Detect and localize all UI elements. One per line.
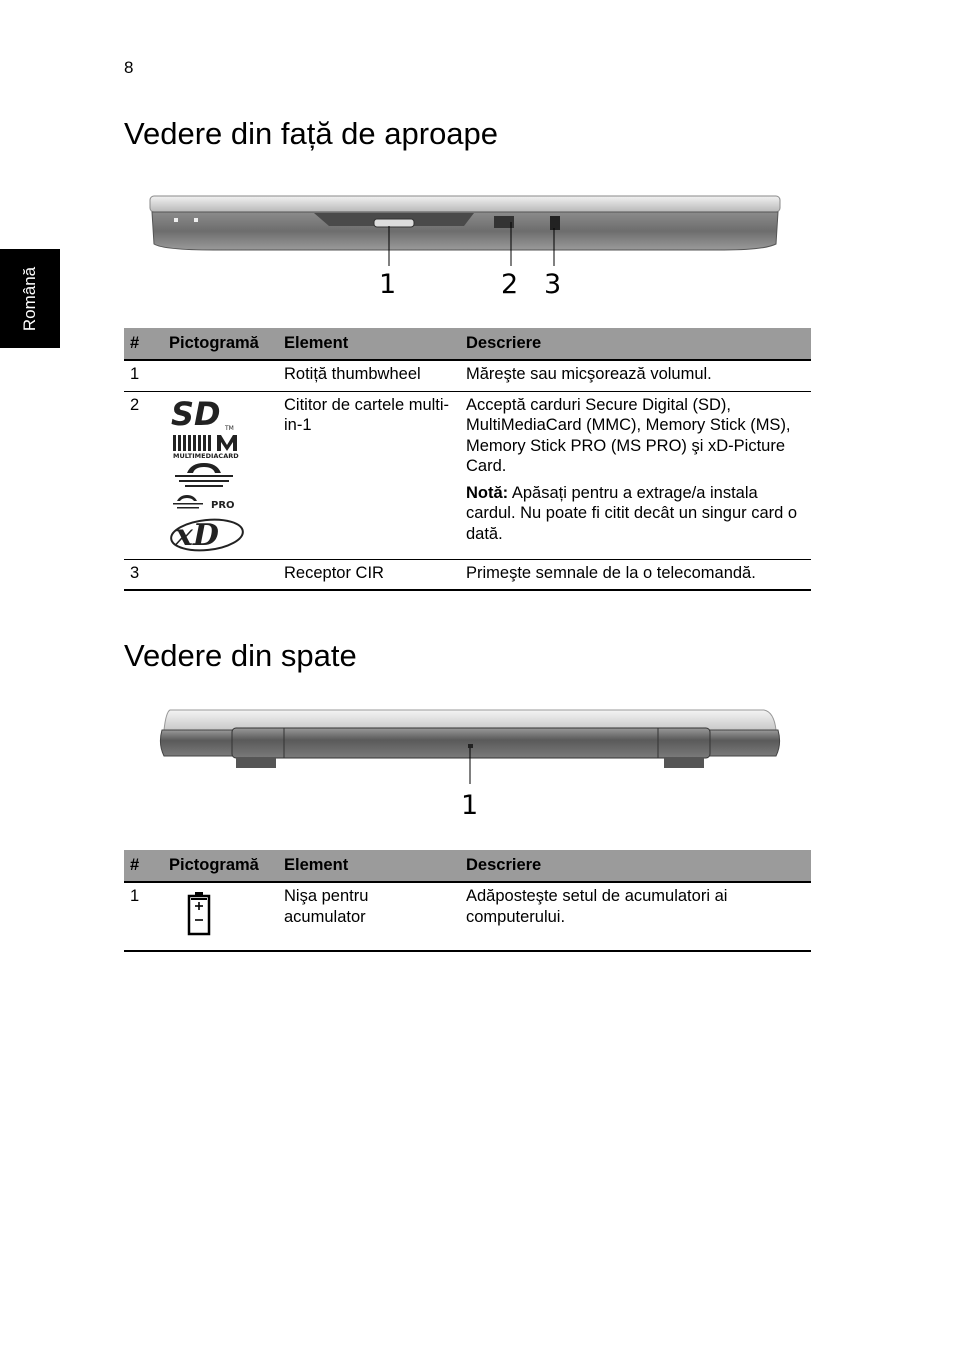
row-element: Rotiță thumbwheel xyxy=(278,360,460,391)
row-description: Măreşte sau micşorează volumul. xyxy=(460,360,811,391)
back-view-title: Vedere din spate xyxy=(124,638,357,673)
battery-icon xyxy=(169,886,225,938)
col-header-number: # xyxy=(124,328,163,360)
sd-trademark-mark: TM xyxy=(225,424,234,431)
back-view-illustration xyxy=(124,700,810,826)
col-header-icon: Pictogramă xyxy=(163,850,278,882)
svg-text:SD: SD xyxy=(171,394,221,431)
page-number: 8 xyxy=(124,58,134,77)
back-view-table xyxy=(124,850,811,952)
front-view-illustration xyxy=(124,186,810,304)
row-description: Primeşte semnale de la o telecomandă. xyxy=(460,559,811,590)
row-description-cell xyxy=(460,391,811,559)
language-tab xyxy=(0,249,60,348)
row-number: 2 xyxy=(124,391,163,559)
row-note xyxy=(466,483,805,545)
col-header-element: Element xyxy=(278,328,460,360)
table-row xyxy=(124,559,811,590)
col-header-description: Descriere xyxy=(460,328,811,360)
row-description: Acceptă carduri Secure Digital (SD), MultiMediaCard (MMC), Memory Stick (MS), Memory Stick PRO (MS PRO) şi xD-Picture Card. xyxy=(466,395,791,475)
sd-logo-icon xyxy=(169,395,239,431)
table-row xyxy=(124,360,811,391)
language-tab-label: Română xyxy=(20,266,39,331)
callout-1: 1 xyxy=(379,269,397,300)
multimediacard-logo-text: MULTIMEDIACARD xyxy=(173,451,239,459)
table-row xyxy=(124,391,811,559)
multimediacard-logo-icon xyxy=(169,433,239,459)
laptop-front-image xyxy=(124,186,810,304)
row-description: Adăposteşte setul de acumulatori ai computerului. xyxy=(460,882,811,951)
col-header-element: Element xyxy=(278,850,460,882)
memory-stick-pro-logo-icon xyxy=(169,493,239,513)
row-element: Receptor CIR xyxy=(278,559,460,590)
row-icon-cell xyxy=(163,360,278,391)
xd-logo-icon xyxy=(169,515,245,553)
callout-3: 3 xyxy=(544,269,562,300)
table-header-row xyxy=(124,850,811,882)
row-icon-cell xyxy=(163,391,278,559)
front-view-table xyxy=(124,328,811,591)
col-header-description: Descriere xyxy=(460,850,811,882)
front-view-title: Vedere din față de aproape xyxy=(124,116,499,151)
callout-2: 2 xyxy=(501,269,519,300)
callout-1: 1 xyxy=(461,790,479,821)
table-header-row xyxy=(124,328,811,360)
row-element: Nişa pentru acumulator xyxy=(278,882,460,951)
row-number: 3 xyxy=(124,559,163,590)
memory-stick-logo-icon xyxy=(169,461,239,491)
row-icon-cell xyxy=(163,559,278,590)
row-number: 1 xyxy=(124,882,163,951)
table-row xyxy=(124,882,811,951)
note-text: Apăsați pentru a extrage/a instala cardul. Nu poate fi citit decât un singur card o dată. xyxy=(466,483,798,543)
row-number: 1 xyxy=(124,360,163,391)
svg-text:xD: xD xyxy=(175,517,219,553)
note-label: Notă: xyxy=(466,483,509,502)
row-icon-cell xyxy=(163,882,278,951)
memory-stick-pro-text: PRO xyxy=(211,499,235,511)
row-element: Cititor de cartele multi-in-1 xyxy=(278,391,460,559)
col-header-icon: Pictogramă xyxy=(163,328,278,360)
col-header-number: # xyxy=(124,850,163,882)
